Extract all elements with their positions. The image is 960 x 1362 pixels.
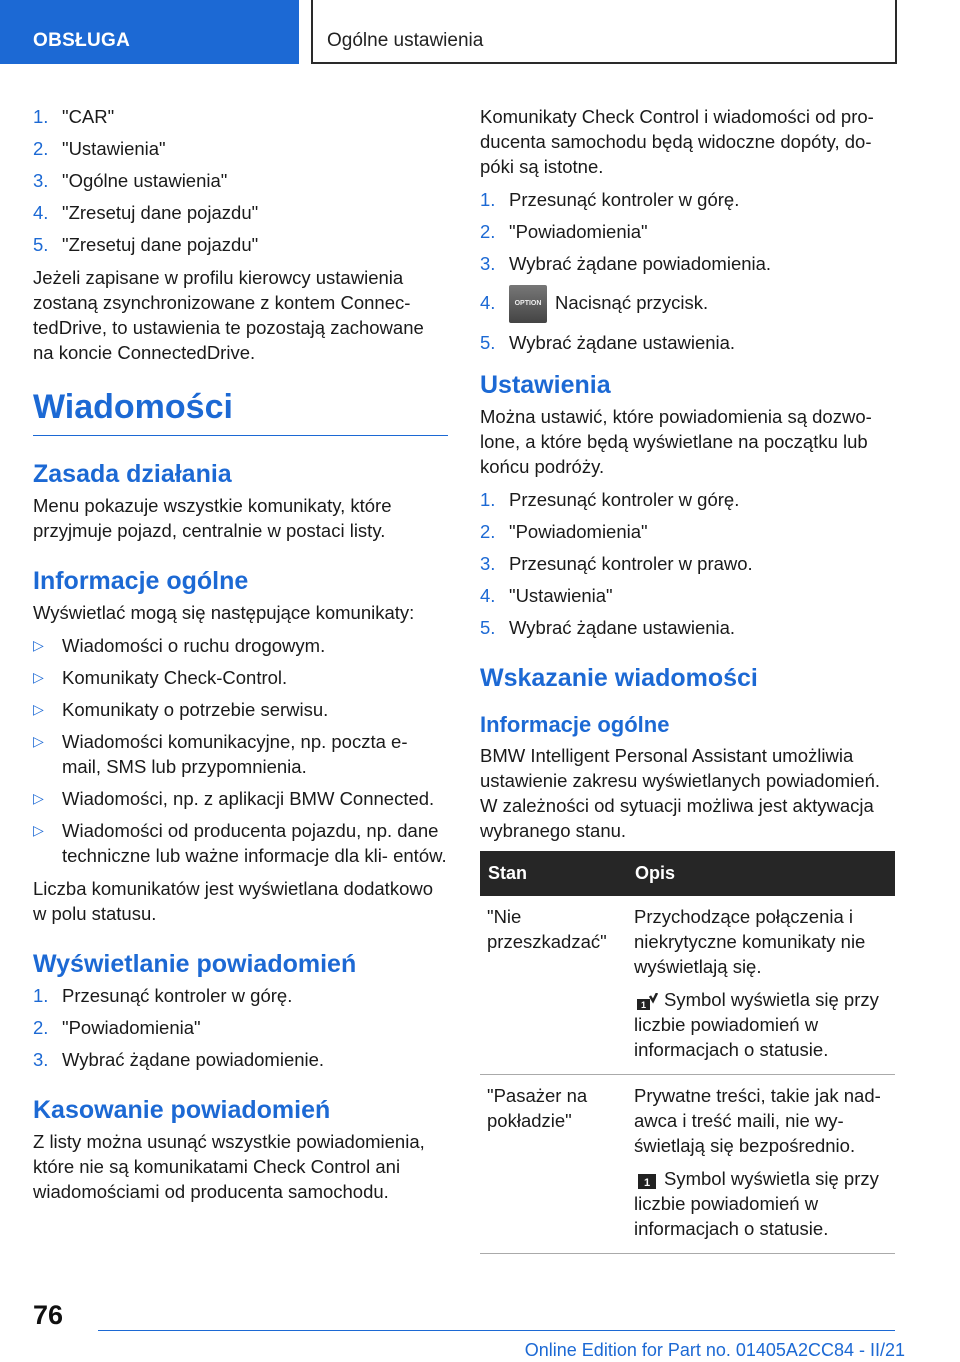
passenger-icon bbox=[636, 1171, 658, 1189]
footer-edition: Online Edition for Part no. 01405A2CC84 - II/21 bbox=[524, 1340, 905, 1360]
list-item: 1. Przesunąć kontroler w górę. bbox=[480, 489, 740, 511]
indication-subheading: Informacje ogólne bbox=[480, 712, 670, 738]
reset-steps bbox=[33, 104, 448, 257]
notification-steps bbox=[480, 187, 895, 355]
general-intro: Wyświetlać mogą się następujące komunikaty: bbox=[33, 602, 415, 623]
list-item: 4. "Zresetuj dane pojazdu" bbox=[33, 202, 259, 223]
list-item: 4. OPTION Nacisnąć przycisk. bbox=[480, 283, 895, 323]
chapter-title: Ogólne ustawienia bbox=[327, 30, 484, 51]
table-row bbox=[480, 1075, 895, 1254]
right-column bbox=[480, 104, 895, 1254]
option-button-icon: OPTION bbox=[509, 285, 547, 323]
list-item: 4. "Ustawienia" bbox=[480, 585, 613, 607]
table-header-desc: Opis bbox=[627, 851, 895, 896]
settings-heading: Ustawienia bbox=[480, 371, 611, 400]
list-item: 2. "Powiadomienia" bbox=[480, 521, 648, 543]
footer-divider bbox=[98, 1330, 895, 1331]
principle-text: Menu pokazuje wszystkie komunikaty, które przyjmuje pojazd, centralnie w postaci listy. bbox=[33, 495, 392, 541]
table-cell-state: "Pasażer na pokładzie" bbox=[480, 1075, 627, 1254]
triangle-bullet-icon: ▷ bbox=[33, 822, 44, 838]
sync-paragraph: Jeżeli zapisane w profilu kierowcy ustawienia zostaną zsynchronizowane z kontem Connec- tedDrive, to ustawienia te pozostają zachowane na koncie ConnectedDrive. bbox=[33, 267, 424, 363]
intro-paragraph: Komunikaty Check Control i wiadomości od pro- ducenta samochodu będą widoczne dopóty, do- póki są istotne. bbox=[480, 106, 874, 177]
page-title: Wiadomości bbox=[33, 383, 448, 436]
list-item: 2. "Ustawienia" bbox=[33, 138, 166, 159]
section-tab bbox=[0, 0, 299, 64]
list-item: 3. Przesunąć kontroler w prawo. bbox=[480, 553, 753, 575]
list-item: 3. Wybrać żądane powiadomienia. bbox=[480, 253, 772, 274]
table-cell-state: "Nie przeszkadzać" bbox=[480, 896, 627, 1075]
list-item: 5. Wybrać żądane ustawienia. bbox=[480, 617, 736, 639]
triangle-bullet-icon: ▷ bbox=[33, 790, 44, 806]
do-not-disturb-icon bbox=[636, 992, 658, 1010]
list-item: ▷ Wiadomości o ruchu drogowym. bbox=[33, 635, 326, 656]
list-item: ▷ Wiadomości, np. z aplikacji BMW Connected. bbox=[33, 788, 435, 809]
list-item: 1. "CAR" bbox=[33, 106, 115, 127]
message-types-list bbox=[33, 633, 448, 868]
settings-steps bbox=[480, 487, 895, 640]
list-item: 2. "Powiadomienia" bbox=[33, 1017, 201, 1038]
left-column bbox=[33, 104, 448, 1212]
svg-text:1: 1 bbox=[641, 1000, 647, 1011]
list-item: 3. "Ogólne ustawienia" bbox=[33, 170, 228, 191]
table-row bbox=[480, 896, 895, 1075]
delete-heading: Kasowanie powiadomień bbox=[33, 1096, 331, 1124]
list-item: ▷ Komunikaty Check-Control. bbox=[33, 667, 288, 688]
delete-text: Z listy można usunąć wszystkie powiadomienia, które nie są komunikatami Check Control ani wiadomościami od producenta samochodu. bbox=[33, 1131, 425, 1202]
list-item: 2. "Powiadomienia" bbox=[480, 221, 648, 242]
list-item: 5. "Zresetuj dane pojazdu" bbox=[33, 234, 259, 255]
indication-text: BMW Intelligent Personal Assistant umożliwia ustawienie zakresu wyświetlanych powiadomień. W zależności od sytuacji możliwa jest aktywacja wybranego stanu. bbox=[480, 745, 880, 842]
indication-heading: Wskazanie wiadomości bbox=[480, 664, 758, 693]
svg-text:1: 1 bbox=[644, 1177, 651, 1190]
list-item: 1. Przesunąć kontroler w górę. bbox=[480, 189, 740, 210]
triangle-bullet-icon: ▷ bbox=[33, 701, 44, 717]
count-paragraph: Liczba komunikatów jest wyświetlana dodatkowo w polu statusu. bbox=[33, 878, 434, 924]
triangle-bullet-icon: ▷ bbox=[33, 733, 44, 749]
list-item: 3. Wybrać żądane powiadomienie. bbox=[33, 1049, 325, 1070]
table-cell-desc: Przychodzące połączenia i niekrytyczne komunikaty nie wyświetlają się. 1 Symbol wyświetla się przy liczbie powiadomień w informacjach o statusie. bbox=[627, 896, 895, 1075]
list-item: 1. Przesunąć kontroler w górę. bbox=[33, 985, 293, 1006]
display-steps bbox=[33, 983, 448, 1072]
triangle-bullet-icon: ▷ bbox=[33, 669, 44, 685]
section-label: OBSŁUGA bbox=[33, 30, 131, 51]
page-number: 76 bbox=[33, 1300, 64, 1330]
status-table bbox=[480, 851, 895, 1254]
table-header-state: Stan bbox=[480, 851, 627, 896]
chapter-header bbox=[311, 0, 897, 64]
table-cell-desc: Prywatne treści, takie jak nad- awca i treść maili, nie wy- świetlają się bezpośrednio. 1 Symbol wyświetla się przy liczbie powiadomień w informacjach o statusie. bbox=[627, 1075, 895, 1254]
settings-text: Można ustawić, które powiadomienia są dozwo- lone, a które będą wyświetlane na początku lub końcu podróży. bbox=[480, 406, 872, 478]
triangle-bullet-icon: ▷ bbox=[33, 637, 44, 653]
list-item: ▷ Wiadomości komunikacyjne, np. poczta e- mail, SMS lub przypomnienia. bbox=[33, 731, 408, 777]
table-header-row bbox=[480, 851, 895, 896]
list-item: ▷ Wiadomości od producenta pojazdu, np. dane techniczne lub ważne informacje dla kli- entów. bbox=[33, 820, 447, 866]
principle-heading: Zasada działania bbox=[33, 460, 232, 488]
general-heading: Informacje ogólne bbox=[33, 567, 249, 595]
display-heading: Wyświetlanie powiadomień bbox=[33, 950, 357, 978]
list-item: 5. Wybrać żądane ustawienia. bbox=[480, 332, 736, 354]
list-item: ▷ Komunikaty o potrzebie serwisu. bbox=[33, 699, 329, 720]
